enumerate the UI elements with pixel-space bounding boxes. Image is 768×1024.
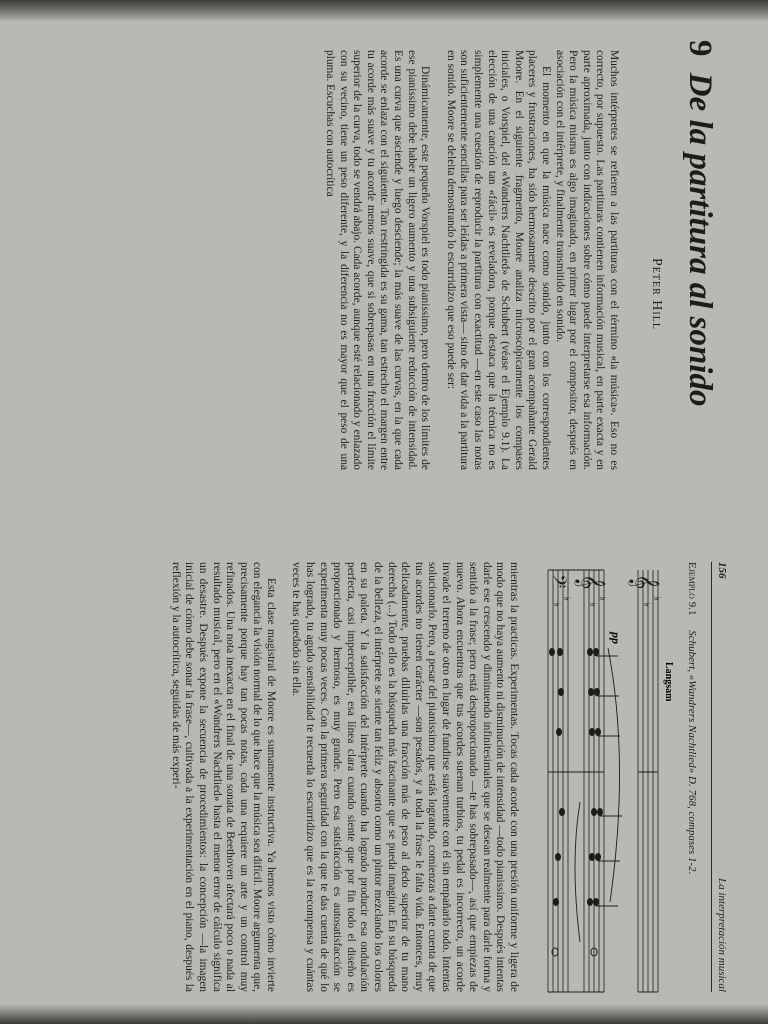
svg-text:♭: ♭ [561, 596, 572, 601]
example-label: Ejemplo 9.1 [686, 562, 698, 616]
chord-notes [549, 648, 603, 956]
chapter-author: Peter Hill [649, 258, 664, 330]
svg-text:𝄞: 𝄞 [575, 574, 605, 590]
chapter-title: De la partitura al sonido [682, 72, 718, 407]
svg-text:♭: ♭ [651, 596, 662, 601]
chapter-heading [681, 40, 718, 500]
example-title: Schubert, «Wandrers Nachtlied» D. 768, compases 1-2. [686, 630, 698, 875]
right-page-body [168, 562, 520, 992]
left-page-body [323, 50, 620, 470]
svg-text:𝄞: 𝄞 [629, 574, 659, 590]
clefs [544, 574, 660, 589]
treble-staff [638, 570, 658, 992]
svg-text:♭: ♭ [641, 602, 652, 607]
svg-text:♭: ♭ [551, 602, 562, 607]
running-header [711, 562, 730, 992]
music-score [530, 562, 680, 1002]
score-dynamic: pp [609, 632, 623, 644]
block-quote: Dinámicamente, este pequeño Vorspiel es todo pianissimo, pero dentro de los límites de ese pianissimo debe haber un ligero aumento y una subsiguiente reducción de intensidad. Es una curva que asciende y luego desciende; la más suave de las curvas, en la que cada acorde se enlaza con el siguiente. Tan restringida es su gama, tan estrecho el margen entre tu acorde más suave y tu acorde menos suave, que si sobrepasas en una fracción el límite superior de la curva, todo se vendrá abajo. Cada acorde, aunque esté relacionado y enlazado con su vecino, tiene un peso diferente, y la diferencia no es mayor que el peso de una pluma. Escuchas con autocrítica [324, 50, 432, 470]
running-header-title: La interpretación musical [716, 878, 728, 992]
chapter-number: 9 [682, 40, 718, 57]
grand-staff-lower [548, 570, 568, 992]
block-quote-continued: mientras la practicas. Experimentas. Tocas cada acorde con una presión uniforme y ligera de modo que no haya aumento ni disminución de intensidad —todo pianissimo. Después intentas darle ese crescendo y diminuendo infinitesimales que se desean realmente para darle forma y sentido a la frase; pero está desproporcionado —te has sobrepasado—, así que empiezas de nuevo. Ahora encuentras que tus acordes suenan turbios, tu pedal es incorrecto, un acorde invade el terreno de otro en lugar de fundirse suavemente con él sin empañarlo todo. Intentas solucionarlo. Pero, a pesar del pianissimo que estás logrando, comienzas a darte cuenta de que tus acordes no tienen carácter —son pesados, y a toda la frase le falta vida. Entonces, muy delicadamente, pruebas diluirlas una fracción más de peso al dedo superior de tu mano derecha (...) Todo ello es la búsqueda más fascinante que se pueda imaginar. En su búsqueda de la belleza, el intérprete se siente tan feliz y absorto como un pintor mezclando los colores en su paleta. Y la satisfacción del intérprete cuando ha logrado producir esa ondulación perfecta, casi imperceptible, esa línea clara cuando siente que por fin todo el diseño es proporcionado y hermoso, es muy grande. Pero esa satisfacción es autosatisfacción se experimenta muy pocas veces. Con la primera seguridad con la que te das cuenta de qué lo has logrado, tu agudo sensibilidad te recuerda lo escurridizo que es la recompensa y cuántas veces te has quedado sin ella. [290, 562, 520, 992]
svg-text:♭: ♭ [597, 596, 608, 601]
page-number: 156 [716, 562, 728, 579]
paragraph: El momento en que la música nace como sonido, junto con los correspondientes placeres y frustraciones, ha sido hermosamente descrito por el gran acompañante Gerald Moore. En el siguiente fragmento, Moore analiza microscópicamente los compases iniciales, o Vorspiel, del «Wandrers Nachtlied» de Schubert (véase el Ejemplo 9.1). La elección de una canción tan «fácil» es reveladora, porque destaca que la técnica no es simplemente una cuestión de reproducir la partitura con exactitud —en este caso las notas son suficientemente sencillas para ser leídas a primera vista— sino de dar vida a la partitura en sonido. Moore se deleita demostrando lo escurridizo que eso puede ser: [444, 50, 553, 470]
paragraph: Esta clase magistral de Moore es sumamente instructiva. Ya hemos visto cómo invierte con elegancia la visión normal de lo que hace que la música sea difícil. Moore argumenta que, precisamente porque hay tan pocas notas, cada una requiere un arte y un control muy refinados. Una nota inexacta en el final de una sonata de Beethoven afectará poco o nada al resultado musical, pero en el «Wandrers Nachtlied» hasta el menor error de cálculo significa un desastre. Después expone la secuencia de procedimientos: la concepción —la imagen inicial de cómo debe sonar la frase—, cultivada a la experimentación en el piano, después la reflexión y la autocrítica, seguidas de más experi- [169, 562, 277, 992]
score-tempo: Langsam [663, 662, 674, 702]
paragraph: Muchos intérpretes se refieren a las partituras con el término «la música». Eso no es correcto, por supuesto. Las partituras contienen información musical, en parte exacta y en parte aproximada, junto con indicaciones sobre cómo puede interpretarse esa información. Pero la música misma es algo imaginado, en primer lugar por el compositor, después en asociación con el intérprete, y finalmente transmitido en sonido. [553, 50, 620, 470]
example-caption [686, 562, 698, 1002]
right-page [0, 512, 768, 1024]
grand-staff-upper [584, 570, 604, 992]
barlines [548, 570, 658, 992]
svg-text:𝄢: 𝄢 [544, 574, 569, 589]
svg-text:♭: ♭ [587, 602, 598, 607]
